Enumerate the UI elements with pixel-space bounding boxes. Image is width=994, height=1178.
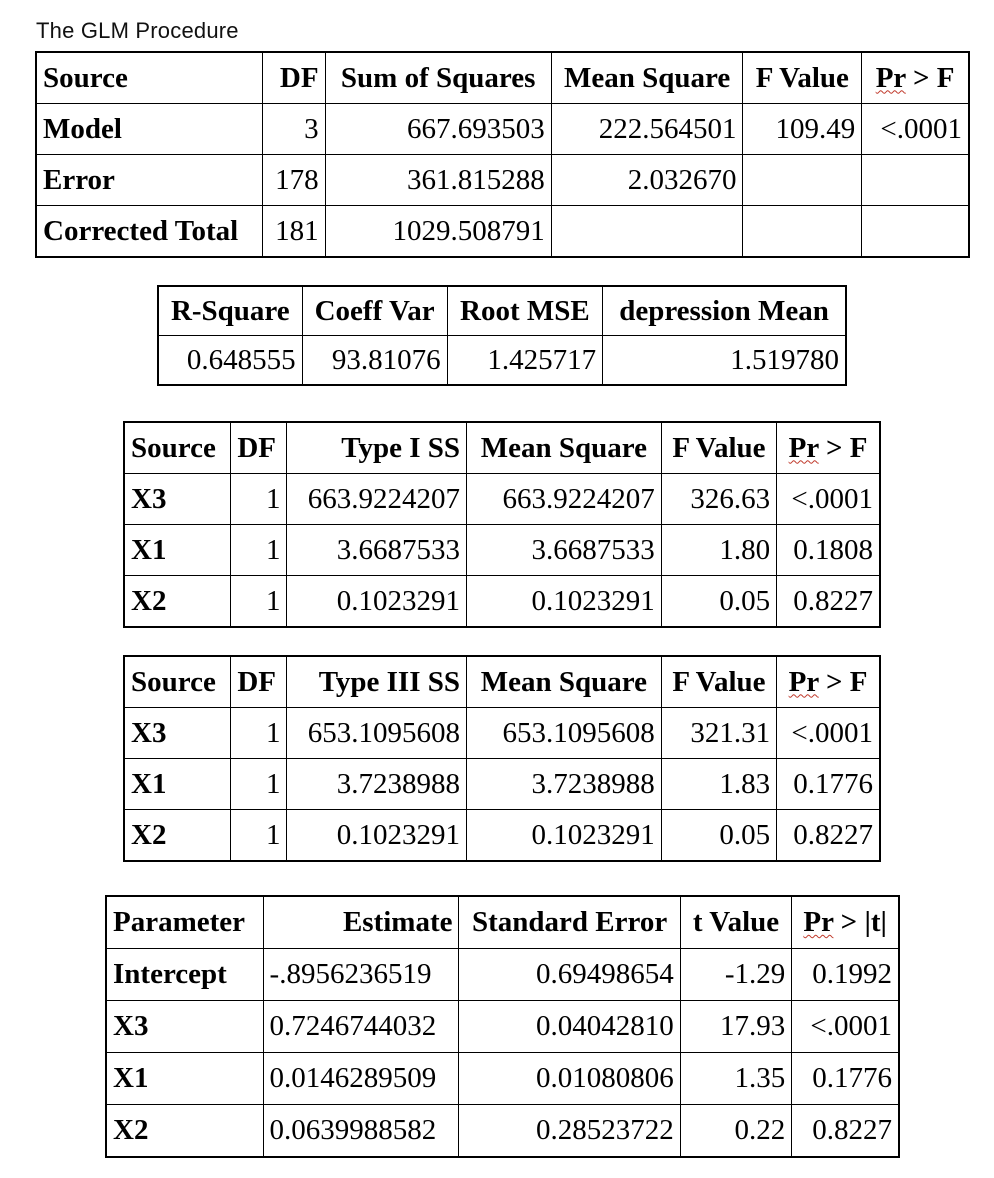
table-row <box>124 576 880 628</box>
column-header-r-square: R-Square <box>158 286 302 336</box>
table-row <box>124 810 880 862</box>
row-label: X3 <box>124 474 231 525</box>
table-row <box>124 708 880 759</box>
column-header-pr-f <box>862 52 969 104</box>
df-cell: 178 <box>263 155 325 206</box>
gt-t-text: > |t| <box>840 906 887 938</box>
ms-cell: 3.6687533 <box>467 525 662 576</box>
f-cell <box>743 155 862 206</box>
t-cell: 17.93 <box>680 1001 791 1053</box>
anova-table <box>35 51 970 258</box>
f-cell: 0.05 <box>661 810 776 862</box>
ms-cell: 653.1095608 <box>467 708 662 759</box>
row-label: X1 <box>106 1053 263 1105</box>
column-header-f-value: F Value <box>661 656 776 708</box>
fit-statistics-table <box>157 285 847 386</box>
ms-cell: 663.9224207 <box>467 474 662 525</box>
column-header-f-value: F Value <box>743 52 862 104</box>
p-cell: <.0001 <box>862 104 969 155</box>
p-cell: 0.1808 <box>777 525 880 576</box>
parameter-estimates-table <box>105 895 900 1158</box>
p-cell: 0.8227 <box>777 810 880 862</box>
depression-mean-value: 1.519780 <box>603 336 846 386</box>
table-row <box>36 155 969 206</box>
ms-cell: 222.564501 <box>551 104 743 155</box>
ms-cell <box>551 206 743 258</box>
table-header-row <box>124 422 880 474</box>
pr-text: Pr <box>788 431 819 464</box>
pr-text: Pr <box>875 61 906 94</box>
table-header-row <box>36 52 969 104</box>
ss-cell: 3.7238988 <box>287 759 467 810</box>
table-row <box>158 336 846 386</box>
p-cell: 0.1776 <box>792 1053 899 1105</box>
df-cell: 1 <box>231 708 287 759</box>
table-row <box>124 474 880 525</box>
row-label: Model <box>36 104 263 155</box>
column-header-mean-square: Mean Square <box>467 656 662 708</box>
column-header-coeff-var: Coeff Var <box>302 286 447 336</box>
table-row <box>106 1053 899 1105</box>
estimate-cell: 0.0639988582 <box>263 1105 459 1158</box>
row-label: Corrected Total <box>36 206 263 258</box>
se-cell: 0.01080806 <box>459 1053 680 1105</box>
ss-cell: 667.693503 <box>325 104 551 155</box>
table-header-row <box>158 286 846 336</box>
column-header-source: Source <box>124 422 231 474</box>
column-header-pr-f <box>777 422 880 474</box>
estimate-cell: 0.7246744032 <box>263 1001 459 1053</box>
column-header-mean-square: Mean Square <box>551 52 743 104</box>
p-cell: <.0001 <box>777 474 880 525</box>
f-cell: 109.49 <box>743 104 862 155</box>
column-header-df: DF <box>263 52 325 104</box>
ms-cell: 0.1023291 <box>467 576 662 628</box>
column-header-source: Source <box>36 52 263 104</box>
column-header-type-i-ss: Type I SS <box>287 422 467 474</box>
estimate-cell: -.8956236519 <box>263 949 459 1001</box>
gt-f-text: > F <box>913 61 955 94</box>
table-row <box>124 525 880 576</box>
ss-cell: 1029.508791 <box>325 206 551 258</box>
df-cell: 1 <box>231 576 287 628</box>
p-cell: <.0001 <box>777 708 880 759</box>
column-header-df: DF <box>231 422 287 474</box>
t-cell: 0.22 <box>680 1105 791 1158</box>
column-header-parameter: Parameter <box>106 896 263 949</box>
column-header-estimate: Estimate <box>263 896 459 949</box>
p-cell: 0.8227 <box>792 1105 899 1158</box>
column-header-t-value: t Value <box>680 896 791 949</box>
row-label: Error <box>36 155 263 206</box>
se-cell: 0.28523722 <box>459 1105 680 1158</box>
p-cell: <.0001 <box>792 1001 899 1053</box>
df-cell: 1 <box>231 810 287 862</box>
row-label: X2 <box>106 1105 263 1158</box>
estimate-cell: 0.0146289509 <box>263 1053 459 1105</box>
gt-f-text: > F <box>825 431 868 464</box>
f-cell: 1.80 <box>661 525 776 576</box>
se-cell: 0.04042810 <box>459 1001 680 1053</box>
column-header-standard-error: Standard Error <box>459 896 680 949</box>
ss-cell: 3.6687533 <box>287 525 467 576</box>
coeff-var-value: 93.81076 <box>302 336 447 386</box>
type1-ss-table <box>123 421 881 628</box>
pr-text: Pr <box>788 665 819 698</box>
column-header-source: Source <box>124 656 231 708</box>
p-cell <box>862 206 969 258</box>
ss-cell: 361.815288 <box>325 155 551 206</box>
pr-text: Pr <box>803 906 834 938</box>
df-cell: 1 <box>231 525 287 576</box>
df-cell: 1 <box>231 474 287 525</box>
df-cell: 3 <box>263 104 325 155</box>
table-row <box>106 1001 899 1053</box>
p-cell: 0.1992 <box>792 949 899 1001</box>
column-header-root-mse: Root MSE <box>447 286 603 336</box>
gt-f-text: > F <box>825 665 868 698</box>
t-cell: 1.35 <box>680 1053 791 1105</box>
f-cell: 0.05 <box>661 576 776 628</box>
table-row <box>106 1105 899 1158</box>
f-cell <box>743 206 862 258</box>
table-row <box>36 206 969 258</box>
root-mse-value: 1.425717 <box>447 336 603 386</box>
f-cell: 321.31 <box>661 708 776 759</box>
procedure-title: The GLM Procedure <box>36 18 239 43</box>
table-row <box>124 759 880 810</box>
column-header-mean-square: Mean Square <box>467 422 662 474</box>
p-cell: 0.8227 <box>777 576 880 628</box>
p-cell: 0.1776 <box>777 759 880 810</box>
type3-ss-table <box>123 655 881 862</box>
column-header-type-iii-ss: Type III SS <box>287 656 467 708</box>
ss-cell: 653.1095608 <box>287 708 467 759</box>
p-cell <box>862 155 969 206</box>
column-header-sum-of-squares: Sum of Squares <box>325 52 551 104</box>
ms-cell: 2.032670 <box>551 155 743 206</box>
ms-cell: 3.7238988 <box>467 759 662 810</box>
table-row <box>106 949 899 1001</box>
f-cell: 1.83 <box>661 759 776 810</box>
f-cell: 326.63 <box>661 474 776 525</box>
table-row <box>36 104 969 155</box>
df-cell: 181 <box>263 206 325 258</box>
r-square-value: 0.648555 <box>158 336 302 386</box>
row-label: X1 <box>124 759 231 810</box>
ss-cell: 0.1023291 <box>287 576 467 628</box>
table-header-row <box>124 656 880 708</box>
column-header-depression-mean: depression Mean <box>603 286 846 336</box>
df-cell: 1 <box>231 759 287 810</box>
column-header-pr-t <box>792 896 899 949</box>
row-label: X3 <box>106 1001 263 1053</box>
ms-cell: 0.1023291 <box>467 810 662 862</box>
table-header-row <box>106 896 899 949</box>
t-cell: -1.29 <box>680 949 791 1001</box>
ss-cell: 0.1023291 <box>287 810 467 862</box>
row-label: X2 <box>124 576 231 628</box>
se-cell: 0.69498654 <box>459 949 680 1001</box>
column-header-df: DF <box>231 656 287 708</box>
row-label: X3 <box>124 708 231 759</box>
row-label: X2 <box>124 810 231 862</box>
ss-cell: 663.9224207 <box>287 474 467 525</box>
column-header-f-value: F Value <box>661 422 776 474</box>
row-label: X1 <box>124 525 231 576</box>
row-label: Intercept <box>106 949 263 1001</box>
column-header-pr-f <box>777 656 880 708</box>
